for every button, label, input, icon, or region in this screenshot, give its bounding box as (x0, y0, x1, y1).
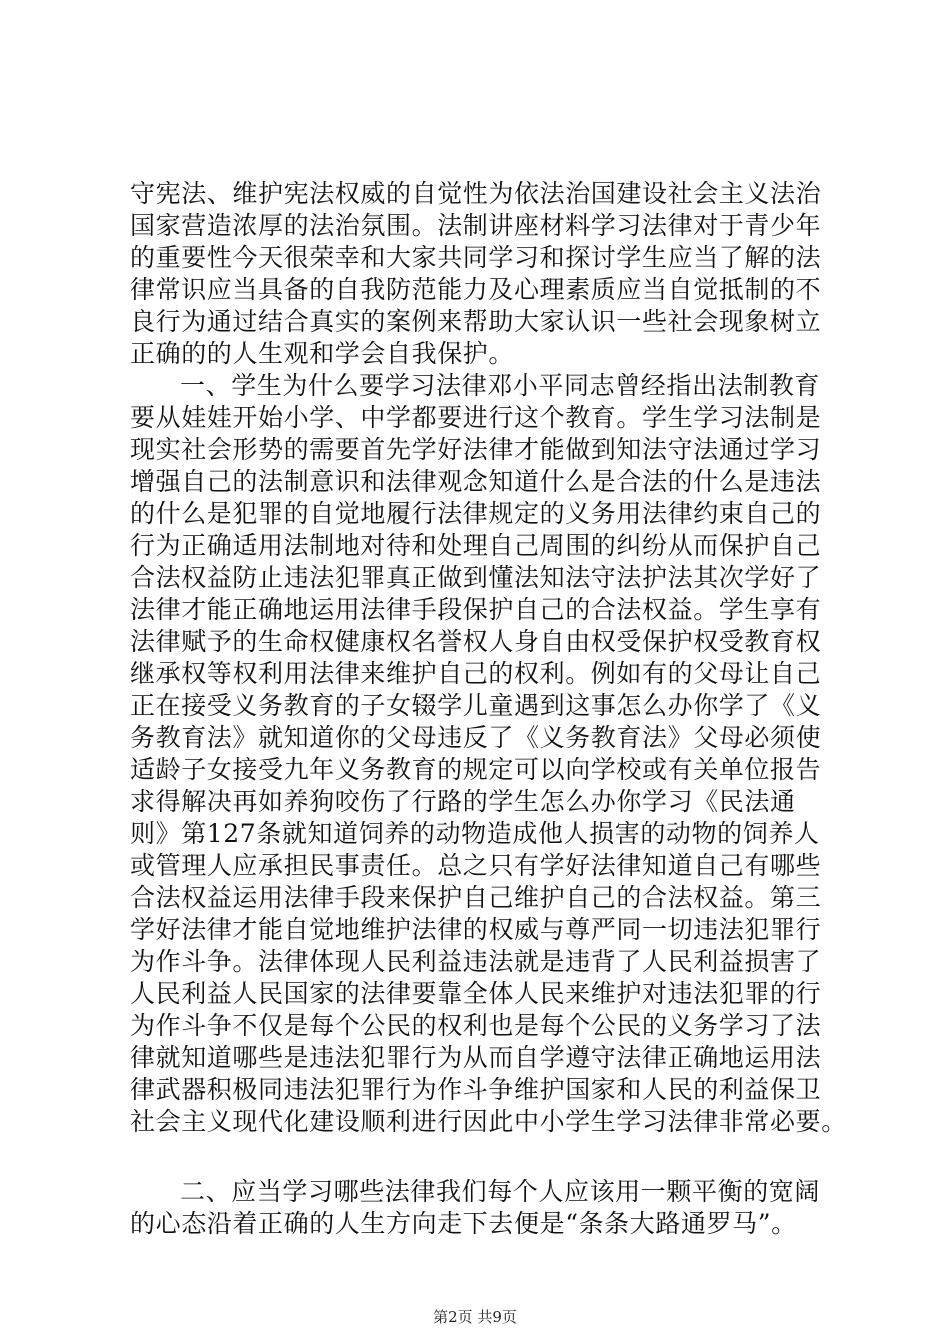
text-line: 二、应当学习哪些法律我们每个人应该用一颗平衡的宽阔 (180, 1177, 821, 1206)
text-line: 律武器积极同违法犯罪行为作斗争维护国家和人民的利益保卫 (130, 1075, 822, 1104)
text-line: 为作斗争不仅是每个公民的权利也是每个公民的义务学习了法 (130, 1011, 822, 1040)
text-line: 要从娃娃开始小学、中学都要进行这个教育。学生学习法制是 (130, 403, 822, 432)
document-body (130, 178, 847, 1240)
text-line: 守宪法、维护宪法权威的自觉性为依法治国建设社会主义法治 (130, 179, 822, 208)
text-line: 适龄子女接受九年义务教育的规定可以向学校或有关单位报告 (130, 755, 822, 784)
text-line: 现实社会形势的需要首先学好法律才能做到知法守法通过学习 (130, 435, 822, 464)
text-line: 增强自己的法制意识和法律观念知道什么是合法的什么是违法 (130, 467, 822, 496)
text-line: 人民利益人民国家的法律要靠全体人民来维护对违法犯罪的行 (130, 979, 822, 1008)
text-line: 为作斗争。法律体现人民利益违法就是违背了人民利益损害了 (130, 947, 822, 976)
text-line: 的什么是犯罪的自觉地履行法律规定的义务用法律约束自己的 (130, 499, 822, 528)
paragraph-gap (130, 1138, 830, 1176)
text-line: 社会主义现代化建设顺利进行因此中小学生学习法律非常必要。 (130, 1107, 847, 1136)
text-line: 正在接受义务教育的子女辍学儿童遇到这事怎么办你学了《义 (130, 691, 822, 720)
paragraph-2 (130, 370, 847, 1138)
text-line: 则》第127条就知道饲养的动物造成他人损害的动物的饲养人 (130, 819, 820, 848)
text-line: 法律赋予的生命权健康权名誉权人身自由权受保护权受教育权 (130, 627, 822, 656)
text-line: 或管理人应承担民事责任。总之只有学好法律知道自己有哪些 (130, 851, 822, 880)
text-line: 一、学生为什么要学习法律邓小平同志曾经指出法制教育 (180, 371, 821, 400)
text-line: 的重要性今天很荣幸和大家共同学习和探讨学生应当了解的法 (130, 243, 822, 272)
paragraph-1 (130, 178, 830, 370)
text-line: 法律才能正确地运用法律手段保护自己的合法权益。学生享有 (130, 595, 822, 624)
page-number-footer: 第2页 共9页 (433, 1308, 517, 1326)
text-line: 正确的的人生观和学会自我保护。 (130, 339, 515, 368)
text-line: 求得解决再如养狗咬伤了行路的学生怎么办你学习《民法通 (130, 787, 796, 816)
text-line: 的心态沿着正确的人生方向走下去便是“条条大路通罗马”。 (130, 1209, 797, 1238)
text-line: 学好法律才能自觉地维护法律的权威与尊严同一切违法犯罪行 (130, 915, 822, 944)
paragraph-3 (130, 1176, 830, 1240)
text-line: 律就知道哪些是违法犯罪行为从而自学遵守法律正确地运用法 (130, 1043, 822, 1072)
text-line: 合法权益防止违法犯罪真正做到懂法知法守法护法其次学好了 (130, 563, 822, 592)
text-line: 行为正确适用法制地对待和处理自己周围的纠纷从而保护自己 (130, 531, 822, 560)
text-line: 务教育法》就知道你的父母违反了《义务教育法》父母必须使 (130, 723, 822, 752)
text-line: 合法权益运用法律手段来保护自己维护自己的合法权益。第三 (130, 883, 822, 912)
text-line: 继承权等权利用法律来维护自己的权利。例如有的父母让自己 (130, 659, 822, 688)
text-line: 律常识应当具备的自我防范能力及心理素质应当自觉抵制的不 (130, 275, 822, 304)
text-line: 国家营造浓厚的法治氛围。法制讲座材料学习法律对于青少年 (130, 211, 822, 240)
text-line: 良行为通过结合真实的案例来帮助大家认识一些社会现象树立 (130, 307, 822, 336)
